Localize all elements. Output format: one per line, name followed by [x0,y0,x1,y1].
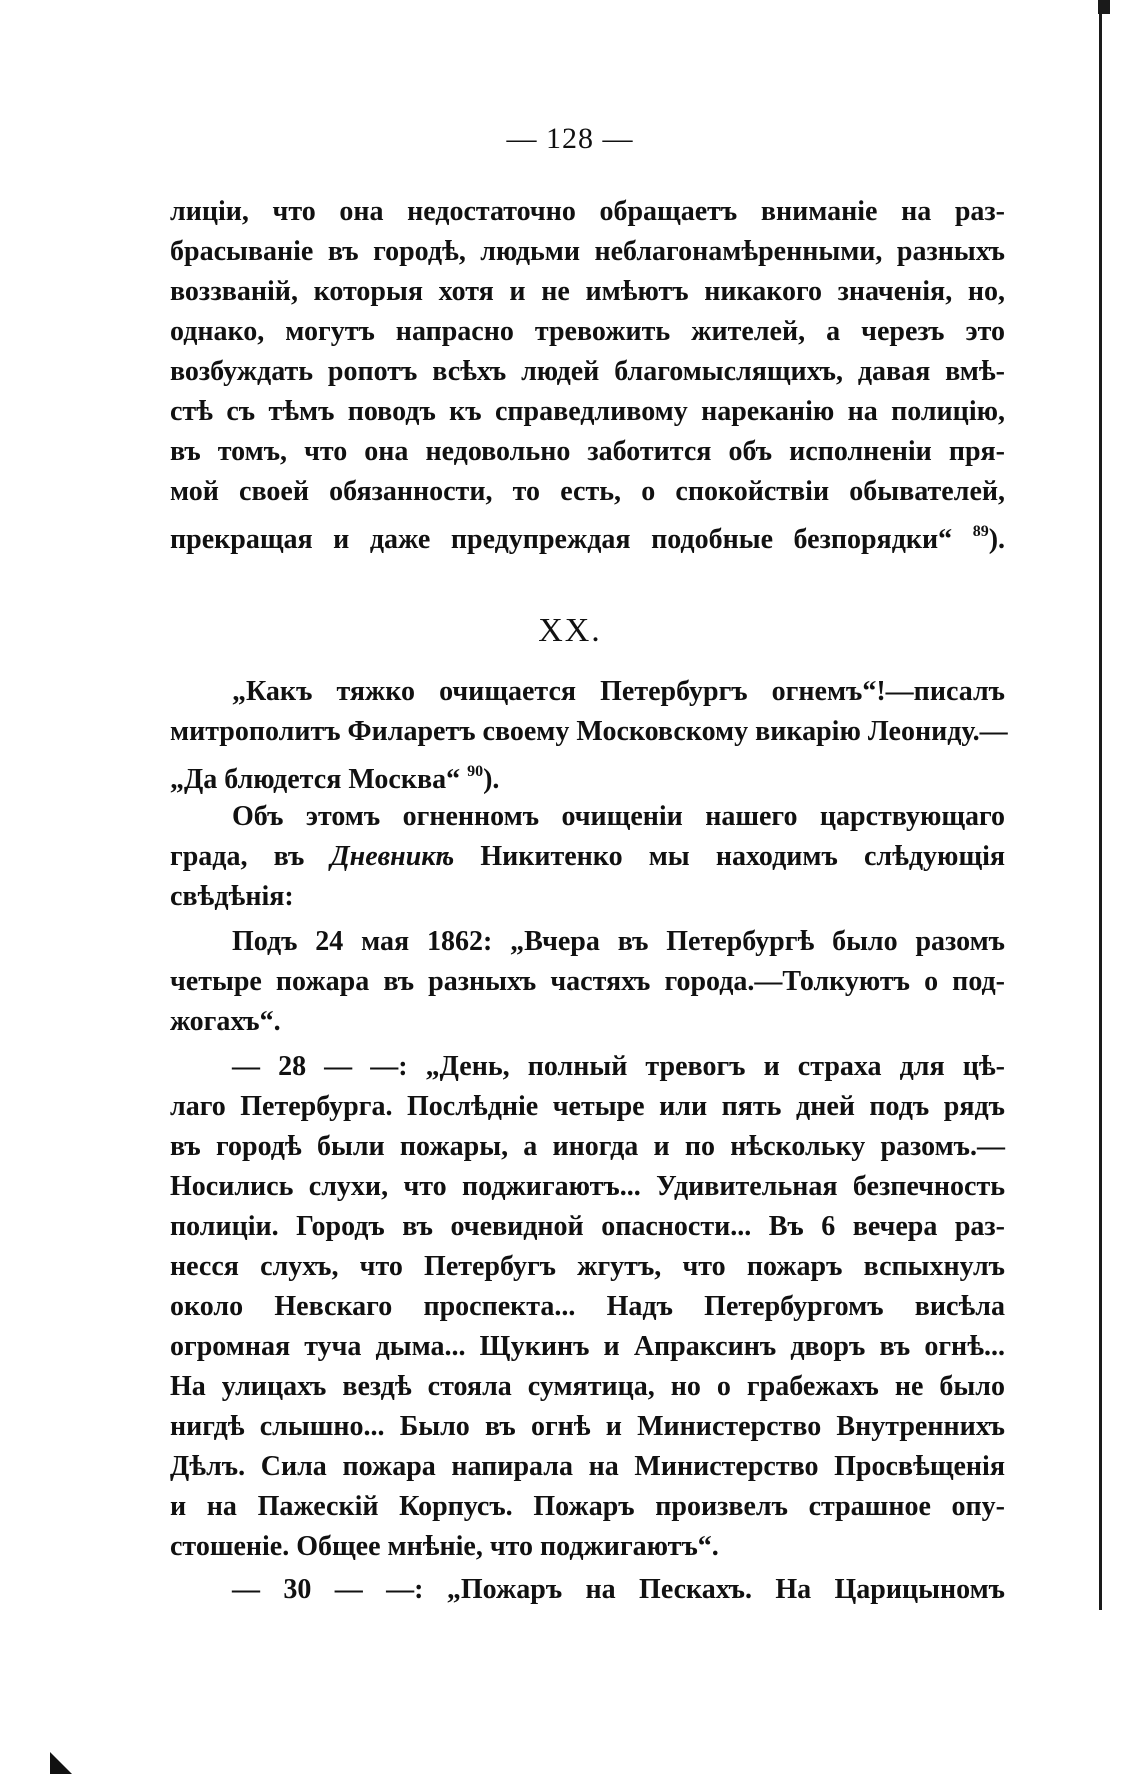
text-segment: ). [988,524,1006,555]
text-line: нигдѣ слышно... Было въ огнѣ и Министерство Внутреннихъ [170,1411,1005,1442]
text-line: огромная туча дыма... Щукинъ и Апраксинъ дворъ въ огнѣ... [170,1331,1005,1362]
paragraph-filaret-quote [170,672,1008,795]
paragraph-diary-intro [170,797,1005,917]
text-line: лаго Петербурга. Послѣдніе четыре или пять дней подъ рядъ [170,1091,1005,1122]
text-line-final [170,752,1005,795]
footnote-ref: 90 [467,763,484,780]
text-segment: града, въ [170,841,305,872]
text-line: возбуждать ропотъ всѣхъ людей благомыслящихъ, давая вмѣ- [170,356,1005,387]
text-line: Объ этомъ огненномъ очищеніи нашего царствующаго [232,801,1005,832]
text-line: свѣдѣнія: [170,881,294,912]
text-line: стошеніе. Общее мнѣніе, что поджигаютъ“. [170,1531,719,1562]
text-line: брасываніе въ городѣ, людьми неблагонамѣренными, разныхъ [170,236,1005,267]
text-line: четыре пожара въ разныхъ частяхъ города.—Толкуютъ о под- [170,966,1005,997]
text-line-final [170,512,1006,555]
text-line: мой своей обязанности, то есть, о спокойствіи обывателей, [170,476,1005,507]
text-line: жогахъ“. [170,1006,281,1037]
chapter-heading: XX. [538,612,602,649]
text-line: На улицахъ вездѣ стояла сумятица, но о грабежахъ не было [170,1371,1005,1402]
text-line: въ городѣ были пожары, а иногда и по нѣскольку разомъ.— [170,1131,1005,1162]
text-line: воззваній, которыя хотя и не имѣютъ никакого значенія, но, [170,276,1005,307]
paragraph-may-24 [170,922,1005,1042]
text-line: — 30 — —: „Пожаръ на Пескахъ. На Царицыномъ [232,1574,1005,1605]
text-segment: ). [483,764,500,795]
text-line: лиціи, что она недостаточно обращаетъ вниманіе на раз- [170,196,1005,227]
diary-title: Дневникѣ [330,841,455,872]
text-line: стѣ съ тѣмъ поводъ къ справедливому нареканію на полицію, [170,396,1005,427]
text-line [170,837,1005,877]
page-edge-mark [1098,0,1110,14]
text-line: и на Пажескій Корпусъ. Пожаръ произвелъ страшное опу- [170,1491,1005,1522]
text-line: Носились слухи, что поджигаютъ... Удивительная безпечность [170,1171,1005,1202]
paragraph-police-appeals [170,192,1006,555]
text-line: — 28 — —: „День, полный тревогъ и страха для цѣ- [232,1051,1005,1082]
text-line: „Какъ тяжко очищается Петербургъ огнемъ“!—писалъ [232,676,1005,707]
text-line: около Невскаго проспекта... Надъ Петербургомъ висѣла [170,1291,1005,1322]
page-number: — 128 — [506,122,634,155]
page-edge-line [1099,0,1102,1610]
text-line: въ томъ, что она недовольно заботится объ исполненіи пря- [170,436,1005,467]
text-segment: прекращая и даже предупреждая подобные безпорядки“ [170,524,953,555]
text-line: несся слухъ, что Петербугъ жгутъ, что пожаръ вспыхнулъ [170,1251,1005,1282]
text-segment: „Да блюдется Москва“ [170,764,461,795]
text-line: митрополитъ Филаретъ своему Московскому викарію Леониду.— [170,716,1008,747]
text-line: однако, могутъ напрасно тревожить жителей, а черезъ это [170,316,1005,347]
paragraph-may-30 [170,1570,1005,1610]
text-line: Подъ 24 мая 1862: „Вчера въ Петербургѣ было разомъ [232,926,1005,957]
footnote-ref: 89 [972,523,989,540]
text-segment: Никитенко мы находимъ слѣдующія [480,841,1006,872]
text-line: полиціи. Городъ въ очевидной опасности... Въ 6 вечера раз- [170,1211,1005,1242]
paragraph-may-28 [170,1047,1005,1567]
scan-corner-mark [50,1752,72,1774]
text-line: Дѣлъ. Сила пожара напирала на Министерство Просвѣщенія [170,1451,1005,1482]
